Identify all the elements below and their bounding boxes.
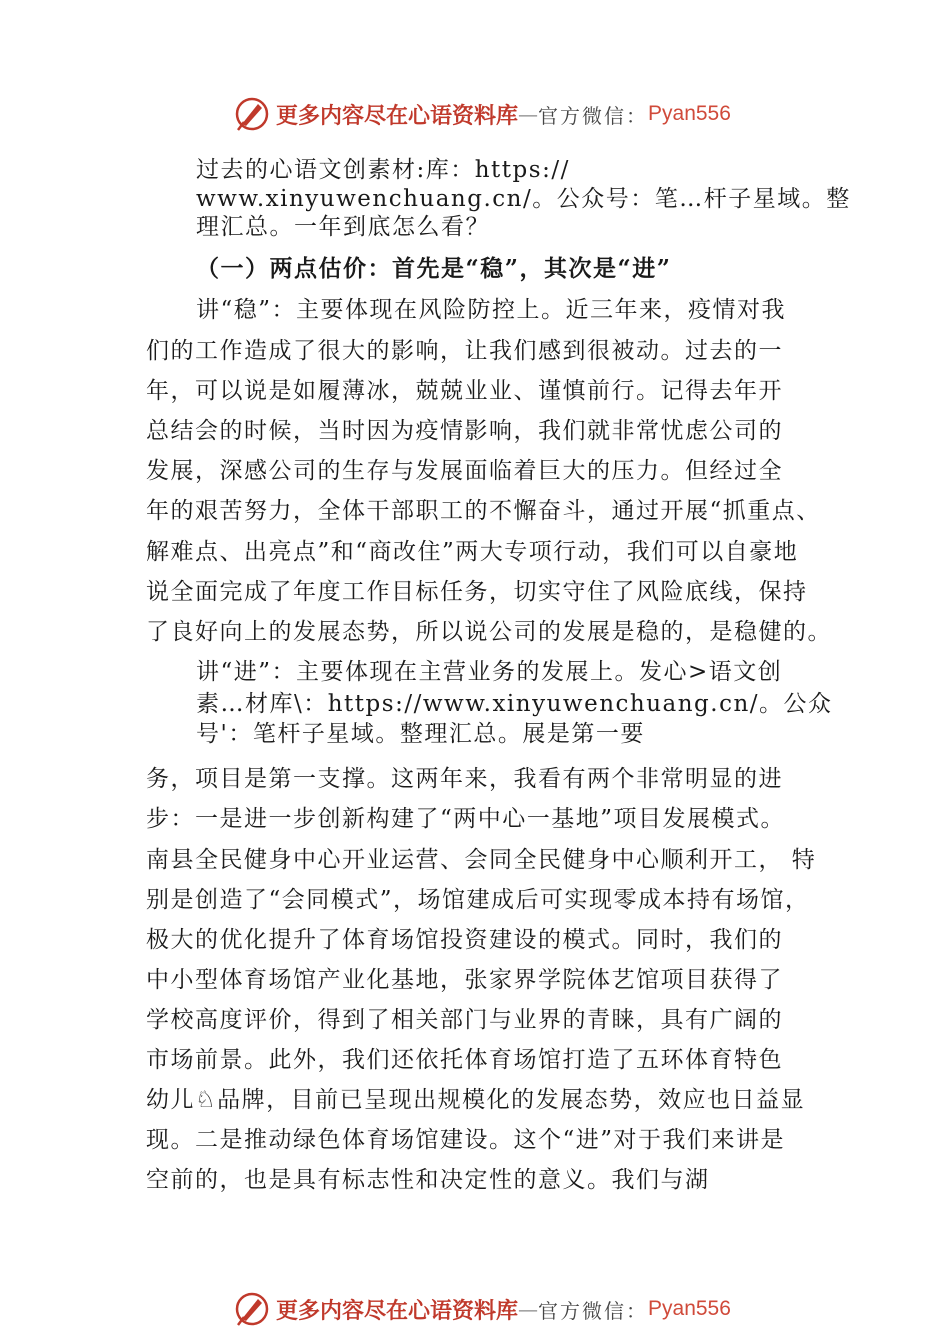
text-line: 解难点、出亮点”和“商改住”两大专项行动，我们可以自豪地 [146, 539, 799, 565]
text-line: 年的艰苦努力，全体干部职工的不懈奋斗，通过开展“抓重点、 [146, 498, 821, 524]
banner-dash: — [518, 1297, 539, 1321]
text-line: 发展，深感公司的生存与发展面临着巨大的压力。但经过全 [146, 458, 783, 484]
text-line: 中小型体育场馆产业化基地，张家界学院体艺馆项目获得了 [146, 967, 783, 993]
banner-dash: — [518, 102, 539, 126]
banner-wechat-label: 官方微信： [538, 1298, 649, 1323]
text-line: 素…材库\：https://www.xinyuwenchuang.cn/。公众 [196, 691, 833, 717]
text-line: 讲“稳”：主要体现在风险防控上。近三年来，疫情对我 [196, 297, 787, 323]
text-line: 务，项目是第一支撑。这两年来，我看有两个非常明显的进 [146, 766, 783, 792]
banner-wechat-id: Pyan556 [648, 1297, 731, 1320]
text-line: 年，可以说是如履薄冰，兢兢业业、谨慎前行。记得去年开 [146, 378, 783, 404]
text-line: 号'：笔杆子星域。整理汇总。展是第一要 [196, 721, 645, 747]
banner-brand: 更多内容尽在心语资料库 [276, 102, 519, 129]
text-line: 了良好向上的发展态势，所以说公司的发展是稳的，是稳健的。 [146, 619, 832, 645]
text-line: 讲“进”：主要体现在主营业务的发展上。发心>语文创 [196, 659, 783, 685]
banner-brand: 更多内容尽在心语资料库 [276, 1297, 519, 1324]
text-line: 极大的优化提升了体育场馆投资建设的模式。同时，我们的 [146, 927, 783, 953]
text-line: 幼儿♘品牌，目前已呈现出规模化的发展态势，效应也日益显 [146, 1087, 806, 1113]
footer-banner [232, 1289, 752, 1329]
text-line: 学校高度评价，得到了相关部门与业界的青睐，具有广阔的 [146, 1007, 783, 1033]
text-line: 南县全民健身中心开业运营、会同全民健身中心顺利开工， 特 [146, 847, 817, 873]
banner-wechat-label: 官方微信： [538, 103, 649, 128]
text-line: 总结会的时候，当时因为疫情影响，我们就非常忧虑公司的 [146, 418, 783, 444]
text-line: 理汇总。一年到底怎么看？ [196, 214, 490, 240]
text-line: www.xinyuwenchuang.cn/。公众号：笔…杆子星域。整 [196, 186, 851, 212]
text-line: 空前的，也是具有标志性和决定性的意义。我们与湖 [146, 1167, 710, 1193]
text-line: 市场前景。此外，我们还依托体育场馆打造了五环体育特色 [146, 1047, 783, 1073]
quill-logo-icon [232, 94, 272, 134]
header-banner [232, 94, 752, 134]
banner-wechat-id: Pyan556 [648, 102, 731, 125]
text-line: 步：一是进一步创新构建了“两中心一基地”项目发展模式。 [146, 806, 786, 832]
section-heading: （一）两点估价：首先是“稳”，其次是“进” [196, 255, 672, 282]
text-line: 过去的心语文创素材:库：https:// [196, 157, 570, 183]
quill-logo-icon [232, 1289, 272, 1329]
text-line: 别是创造了“会同模式”，场馆建成后可实现零成本持有场馆， [146, 887, 810, 913]
text-line: 现。二是推动绿色体育场馆建设。这个“进”对于我们来讲是 [146, 1127, 786, 1153]
text-line: 说全面完成了年度工作目标任务，切实守住了风险底线，保持 [146, 579, 808, 605]
text-line: 们的工作造成了很大的影响，让我们感到很被动。过去的一 [146, 338, 783, 364]
